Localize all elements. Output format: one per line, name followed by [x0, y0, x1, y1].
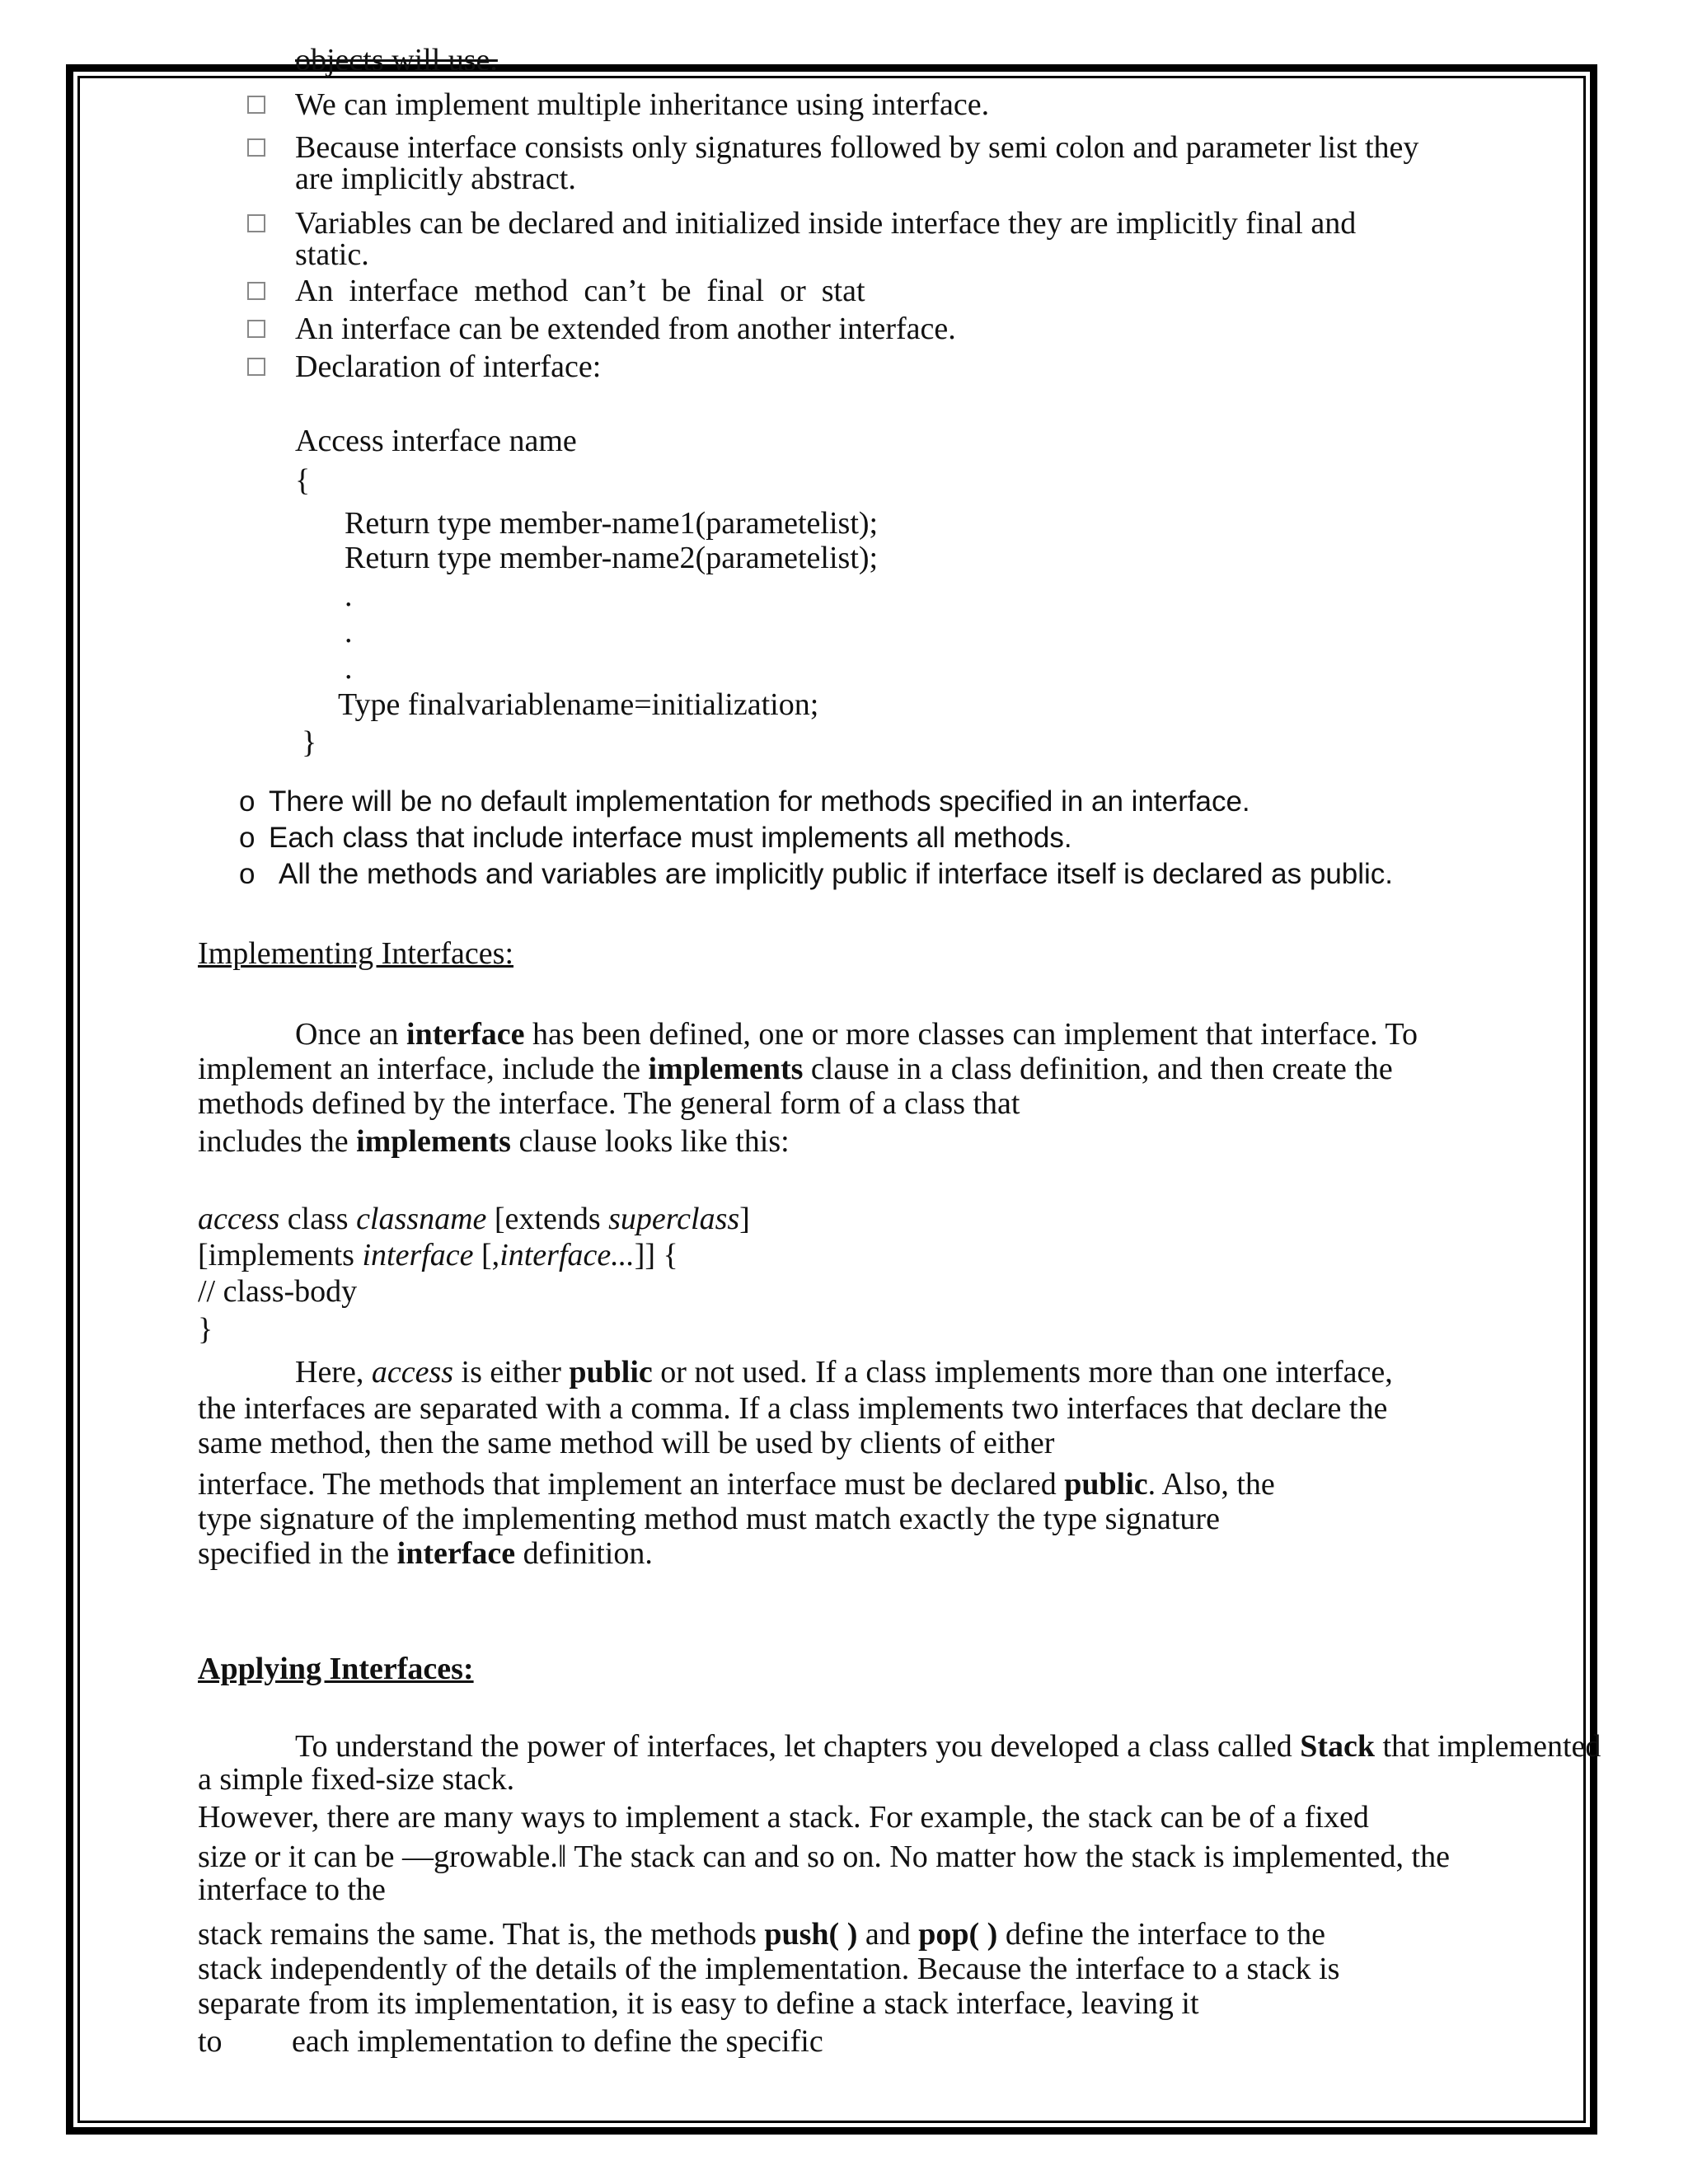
- code-line: Type finalvariablename=initialization;: [338, 687, 819, 722]
- bullet-item: Variables can be declared and initialized inside interface they are implicitly final and: [295, 206, 1357, 241]
- bullet-item-continued: are implicitly abstract.: [295, 162, 576, 196]
- square-bullet-icon: [247, 320, 265, 338]
- code-line: Return type member-name1(parametelist);: [345, 506, 879, 541]
- bullet-item: An interface method can’t be final or stat: [295, 274, 865, 308]
- code-line: // class-body: [198, 1274, 358, 1309]
- paragraph-line: each implementation to define the specific: [292, 2024, 823, 2059]
- code-line: Access interface name: [295, 424, 577, 458]
- code-line: }: [198, 1312, 213, 1347]
- o-bullet-marker: o: [239, 822, 256, 854]
- section-heading-applying: Applying Interfaces:: [198, 1652, 474, 1686]
- o-bullet-marker: o: [239, 858, 256, 890]
- code-dot: .: [345, 615, 353, 649]
- paragraph-line: Once an interface has been defined, one or more classes can implement that interface. To: [295, 1017, 1418, 1052]
- top-cut-text: objects will use.: [295, 43, 498, 77]
- paragraph-line: interface to the: [198, 1872, 386, 1907]
- paragraph-line: stack remains the same. That is, the methods push( ) and pop( ) define the interface to the: [198, 1917, 1326, 1952]
- square-bullet-icon: [247, 282, 265, 300]
- code-line: [implements interface [,interface...]] {: [198, 1238, 678, 1272]
- paragraph-line: specified in the interface definition.: [198, 1536, 653, 1571]
- paragraph-line: type signature of the implementing method must match exactly the type signature: [198, 1502, 1220, 1536]
- paragraph-line: To understand the power of interfaces, let chapters you developed a class called Stack that implemented: [295, 1729, 1601, 1764]
- paragraph-line: methods defined by the interface. The general form of a class that: [198, 1086, 1020, 1121]
- square-bullet-icon: [247, 214, 265, 232]
- square-bullet-icon: [247, 358, 265, 376]
- bullet-item: We can implement multiple inheritance using interface.: [295, 87, 990, 122]
- paragraph-line: same method, then the same method will be used by clients of either: [198, 1426, 1055, 1460]
- code-dot: .: [345, 579, 353, 613]
- paragraph-line-start: to: [198, 2024, 223, 2059]
- paragraph-line: However, there are many ways to implement a stack. For example, the stack can be of a fixed: [198, 1800, 1369, 1835]
- bullet-item: Because interface consists only signatures followed by semi colon and parameter list they: [295, 130, 1419, 165]
- paragraph-line: implement an interface, include the implements clause in a class definition, and then create the: [198, 1052, 1393, 1086]
- o-bullet-item: There will be no default implementation for methods specified in an interface.: [269, 785, 1250, 818]
- section-heading-implementing: Implementing Interfaces:: [198, 936, 514, 971]
- paragraph-line: a simple fixed-size stack.: [198, 1762, 515, 1797]
- code-line: Return type member-name2(parametelist);: [345, 541, 879, 575]
- paragraph-line: includes the implements clause looks like this:: [198, 1124, 790, 1159]
- square-bullet-icon: [247, 96, 265, 114]
- o-bullet-item: All the methods and variables are implicitly public if interface itself is declared as public.: [279, 858, 1394, 890]
- paragraph-line: Here, access is either public or not used. If a class implements more than one interface,: [295, 1355, 1393, 1390]
- paragraph-line: interface. The methods that implement an interface must be declared public. Also, the: [198, 1467, 1275, 1502]
- code-dot: .: [345, 651, 353, 686]
- code-line: }: [302, 725, 317, 760]
- code-line: {: [295, 463, 311, 498]
- o-bullet-marker: o: [239, 785, 256, 818]
- paragraph-line: the interfaces are separated with a comma. If a class implements two interfaces that declare the: [198, 1391, 1388, 1426]
- bullet-item-continued: static.: [295, 237, 369, 272]
- paragraph-line: size or it can be —growable.‖ The stack can and so on. No matter how the stack is implemented, the: [198, 1840, 1450, 1874]
- square-bullet-icon: [247, 138, 265, 157]
- bullet-item: Declaration of interface:: [295, 349, 602, 384]
- o-bullet-item: Each class that include interface must implements all methods.: [269, 822, 1072, 854]
- paragraph-line: stack independently of the details of the implementation. Because the interface to a stack is: [198, 1952, 1340, 1986]
- code-line: access class classname [extends superclass]: [198, 1202, 750, 1236]
- bullet-item: An interface can be extended from another interface.: [295, 312, 956, 346]
- paragraph-line: separate from its implementation, it is easy to define a stack interface, leaving it: [198, 1986, 1199, 2021]
